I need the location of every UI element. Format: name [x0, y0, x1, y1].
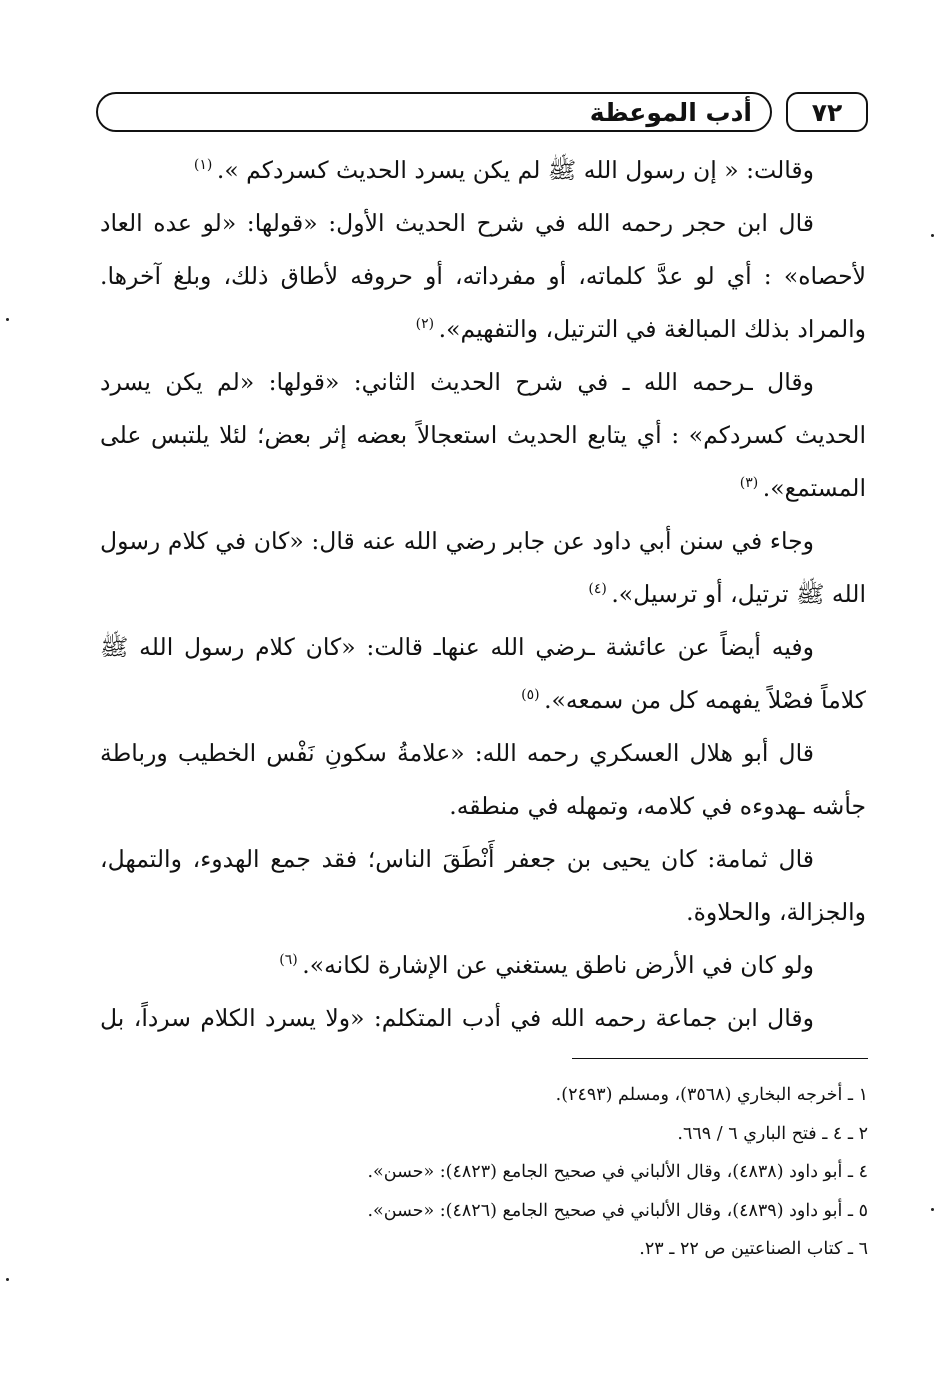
scan-speck	[6, 1278, 9, 1281]
footnote: ١ ـ أخرجه البخاري (٣٥٦٨)، ومسلم (٢٤٩٣).	[555, 1085, 868, 1105]
page-number: ٧٢	[786, 92, 868, 132]
paragraph-text: قال أبو هلال العسكري رحمه الله: «علامةُ سكونِ نَفْس الخطيب ورباطة جأشه ـهدوءه في كلامه، وتمهله في منطقه.	[100, 739, 866, 820]
paragraph-text: وقالت: « إن رسول الله ﷺ لم يكن يسرد الحديث كسردكم ».	[216, 156, 814, 184]
footnote-ref: (٥)	[521, 687, 545, 704]
footnote-ref: (٢)	[415, 316, 439, 333]
footnote: ٥ ـ أبو داود (٤٨٣٩)، وقال الألباني في صحيح الجامع (٤٨٢٦): «حسن».	[367, 1200, 868, 1221]
page-header	[96, 92, 868, 136]
scan-speck	[931, 1208, 934, 1211]
footnote-ref: (٤)	[588, 581, 612, 598]
main-text	[100, 144, 866, 1045]
paragraph	[100, 197, 866, 303]
paragraph-text: وفيه أيضاً عن عائشة ـرضي الله عنهاـ قالت: «كان كلام رسول الله ﷺ كلاماً فصْلاً يفهمه كل من سمعه».	[100, 633, 866, 714]
paragraph	[100, 515, 866, 621]
footnote: ٤ ـ أبو داود (٤٨٣٨)، وقال الألباني في صحيح الجامع (٤٨٢٣): «حسن».	[367, 1162, 868, 1182]
paragraph-text: وقال ـرحمه الله ـ في شرح الحديث الثاني: «قولها: «لم يكن يسرد الحديث كسردكم» : أي يتابع الحديث استعجالاً بعضه إثر بعض؛ لئلا يلتبس على المستمع».	[100, 368, 866, 502]
footnote: ٦ ـ كتاب الصناعتين ص ٢٢ ـ ٢٣.	[639, 1239, 868, 1259]
scan-speck	[6, 318, 9, 321]
paragraph	[100, 727, 866, 833]
paragraph	[100, 992, 866, 1045]
paragraph-text: وقال ابن جماعة رحمه الله في أدب المتكلم: «ولا يسرد الكلام سرداً، بل	[100, 1004, 814, 1032]
footnote-ref: (٦)	[279, 952, 303, 969]
paragraph-text: ولو كان في الأرض ناطق يستغني عن الإشارة لكانه».	[302, 951, 814, 979]
paragraph	[100, 939, 866, 992]
scan-speck	[931, 234, 934, 237]
paragraph	[100, 356, 866, 515]
footnotes	[100, 1076, 868, 1269]
paragraph-text: قال ثمامة: كان يحيى بن جعفر أَنْطَقَ الناس؛ فقد جمع الهدوء، والتمهل، والجزالة، والحلاوة.	[100, 845, 866, 926]
footnote: ٢ ـ ٤ ـ فتح الباري ٦ / ٦٦٩.	[677, 1123, 868, 1144]
footnote-divider	[572, 1058, 868, 1059]
paragraph	[100, 303, 866, 356]
footnote-ref: (١)	[193, 157, 217, 174]
paragraph	[100, 833, 866, 939]
running-title: أدب الموعظة	[96, 92, 772, 132]
footnote-ref: (٣)	[739, 475, 763, 492]
paragraph	[100, 621, 866, 727]
paragraph	[100, 144, 866, 197]
paragraph-text: والمراد بذلك المبالغة في الترتيل، والتفهيم».	[438, 315, 866, 343]
paragraph-text: وجاء في سنن أبي داود عن جابر رضي الله عنه قال: «كان في كلام رسول الله ﷺ ترتيل، أو ترسيل».	[100, 527, 866, 608]
paragraph-text: قال ابن حجر رحمه الله في شرح الحديث الأول: «قولها: «لو عده العاد لأحصاه» : أي لو عدَّ كلماته، أو مفرداته، أو حروفه لأطاق ذلك، وبلغ آخرها.	[100, 209, 866, 290]
